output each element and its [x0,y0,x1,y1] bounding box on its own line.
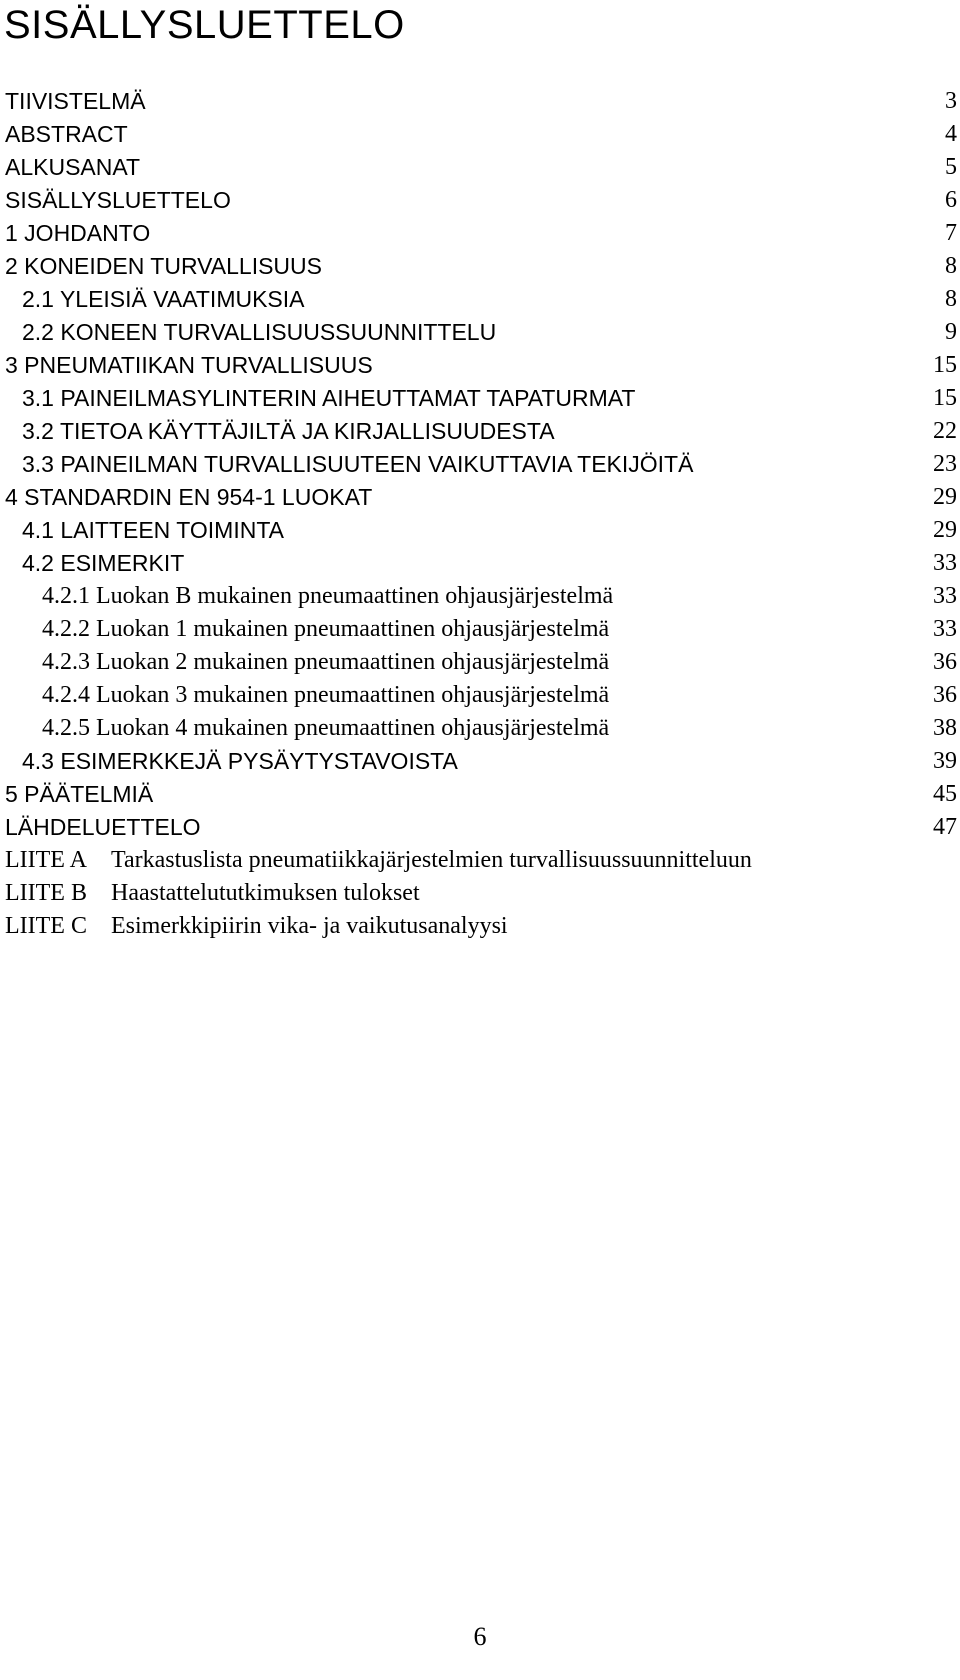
toc-entry-3-3[interactable] [5,448,957,481]
toc-entry-page: 39 [933,748,957,774]
toc-entry-4-2-1[interactable] [5,580,957,613]
toc-entry-page: 3 [945,88,957,114]
page-number: 6 [473,1622,487,1651]
toc-entry-page: 22 [933,418,957,444]
toc-entry-label: TIIVISTELMÄ [5,88,146,114]
toc-entry-4-2-5[interactable] [5,712,957,745]
toc-entry-label: 4.1 LAITTEEN TOIMINTA [22,517,285,543]
toc-entry-3-1[interactable] [5,382,957,415]
toc-entry-page: 5 [945,154,957,180]
toc-entry-page: 15 [933,352,957,378]
toc-entry-page: 36 [933,649,957,675]
toc-entry-label: 5 PÄÄTELMIÄ [5,781,154,807]
toc-entry-page: 29 [933,484,957,510]
appendix-code: LIITE C [5,913,87,939]
toc-appendix-a[interactable] [5,844,957,877]
toc-entry-label: 4 STANDARDIN EN 954-1 LUOKAT [5,484,373,510]
toc-entry-label: 4.2.2 Luokan 1 mukainen pneumaattinen ohjausjärjestelmä [42,616,610,642]
toc-entry-page: 29 [933,517,957,543]
toc-entry-2-1[interactable] [5,283,957,316]
toc-entry-label: SISÄLLYSLUETTELO [5,187,231,213]
table-of-contents [5,85,957,943]
toc-entry-page: 8 [945,253,957,279]
toc-entry-page: 6 [945,187,957,213]
toc-entry-4-1[interactable] [5,514,957,547]
toc-entry-label: 4.2.3 Luokan 2 mukainen pneumaattinen ohjausjärjestelmä [42,649,610,675]
toc-entry-page: 33 [933,583,957,609]
appendix-label [5,877,420,910]
toc-entry-label: 3.3 PAINEILMAN TURVALLISUUTEEN VAIKUTTAVIA TEKIJÖITÄ [22,451,694,477]
toc-entry-label: 2.2 KONEEN TURVALLISUUSSUUNNITTELU [22,319,497,345]
toc-entry-4-2[interactable] [5,547,957,580]
toc-entry-label: 2.1 YLEISIÄ VAATIMUKSIA [22,286,305,312]
appendix-title: Haastattelututkimuksen tulokset [111,880,420,906]
toc-entry-sisallysluettelo[interactable] [5,184,957,217]
toc-entry-3-2[interactable] [5,415,957,448]
toc-entry-label: 4.2.5 Luokan 4 mukainen pneumaattinen ohjausjärjestelmä [42,715,610,741]
toc-entry-5[interactable] [5,778,957,811]
appendix-label [5,910,508,943]
toc-entry-label: 1 JOHDANTO [5,220,151,246]
toc-entry-label: 3.2 TIETOA KÄYTTÄJILTÄ JA KIRJALLISUUDESTA [22,418,555,444]
toc-entry-page: 7 [945,220,957,246]
toc-entry-page: 9 [945,319,957,345]
toc-entry-label: 3.1 PAINEILMASYLINTERIN AIHEUTTAMAT TAPATURMAT [22,385,636,411]
appendix-code: LIITE B [5,880,87,906]
appendix-title: Tarkastuslista pneumatiikkajärjestelmien turvallisuussuunnitteluun [111,847,752,873]
toc-entry-page: 4 [945,121,957,147]
toc-entry-4-3[interactable] [5,745,957,778]
appendix-label [5,844,752,877]
toc-appendix-b[interactable] [5,877,957,910]
toc-entry-4-2-4[interactable] [5,679,957,712]
toc-entry-page: 33 [933,616,957,642]
toc-entry-page: 36 [933,682,957,708]
toc-entry-label: 4.2.4 Luokan 3 mukainen pneumaattinen ohjausjärjestelmä [42,682,610,708]
toc-entry-page: 8 [945,286,957,312]
page-title: SISÄLLYSLUETTELO [4,3,405,47]
toc-entry-tiivistelma[interactable] [5,85,957,118]
toc-entry-4[interactable] [5,481,957,514]
toc-entry-label: 4.2 ESIMERKIT [22,550,185,576]
toc-appendix-c[interactable] [5,910,957,943]
appendix-title: Esimerkkipiirin vika- ja vaikutusanalyysi [111,913,508,939]
toc-entry-2[interactable] [5,250,957,283]
toc-entry-lahdeluettelo[interactable] [5,811,957,844]
toc-entry-3[interactable] [5,349,957,382]
toc-entry-page: 38 [933,715,957,741]
toc-entry-page: 23 [933,451,957,477]
toc-entry-4-2-2[interactable] [5,613,957,646]
toc-entry-label: 4.3 ESIMERKKEJÄ PYSÄYTYSTAVOISTA [22,748,458,774]
toc-entry-label: LÄHDELUETTELO [5,814,201,840]
toc-entry-label: ABSTRACT [5,121,128,147]
appendix-code: LIITE A [5,847,87,873]
toc-entry-page: 33 [933,550,957,576]
toc-entry-label: 3 PNEUMATIIKAN TURVALLISUUS [5,352,373,378]
toc-entry-page: 45 [933,781,957,807]
toc-entry-page: 47 [933,814,957,840]
toc-entry-alkusanat[interactable] [5,151,957,184]
toc-entry-1[interactable] [5,217,957,250]
toc-entry-2-2[interactable] [5,316,957,349]
toc-entry-page: 15 [933,385,957,411]
toc-entry-label: ALKUSANAT [5,154,141,180]
toc-entry-4-2-3[interactable] [5,646,957,679]
toc-entry-label: 4.2.1 Luokan B mukainen pneumaattinen ohjausjärjestelmä [42,583,614,609]
toc-entry-label: 2 KONEIDEN TURVALLISUUS [5,253,322,279]
toc-entry-abstract[interactable] [5,118,957,151]
